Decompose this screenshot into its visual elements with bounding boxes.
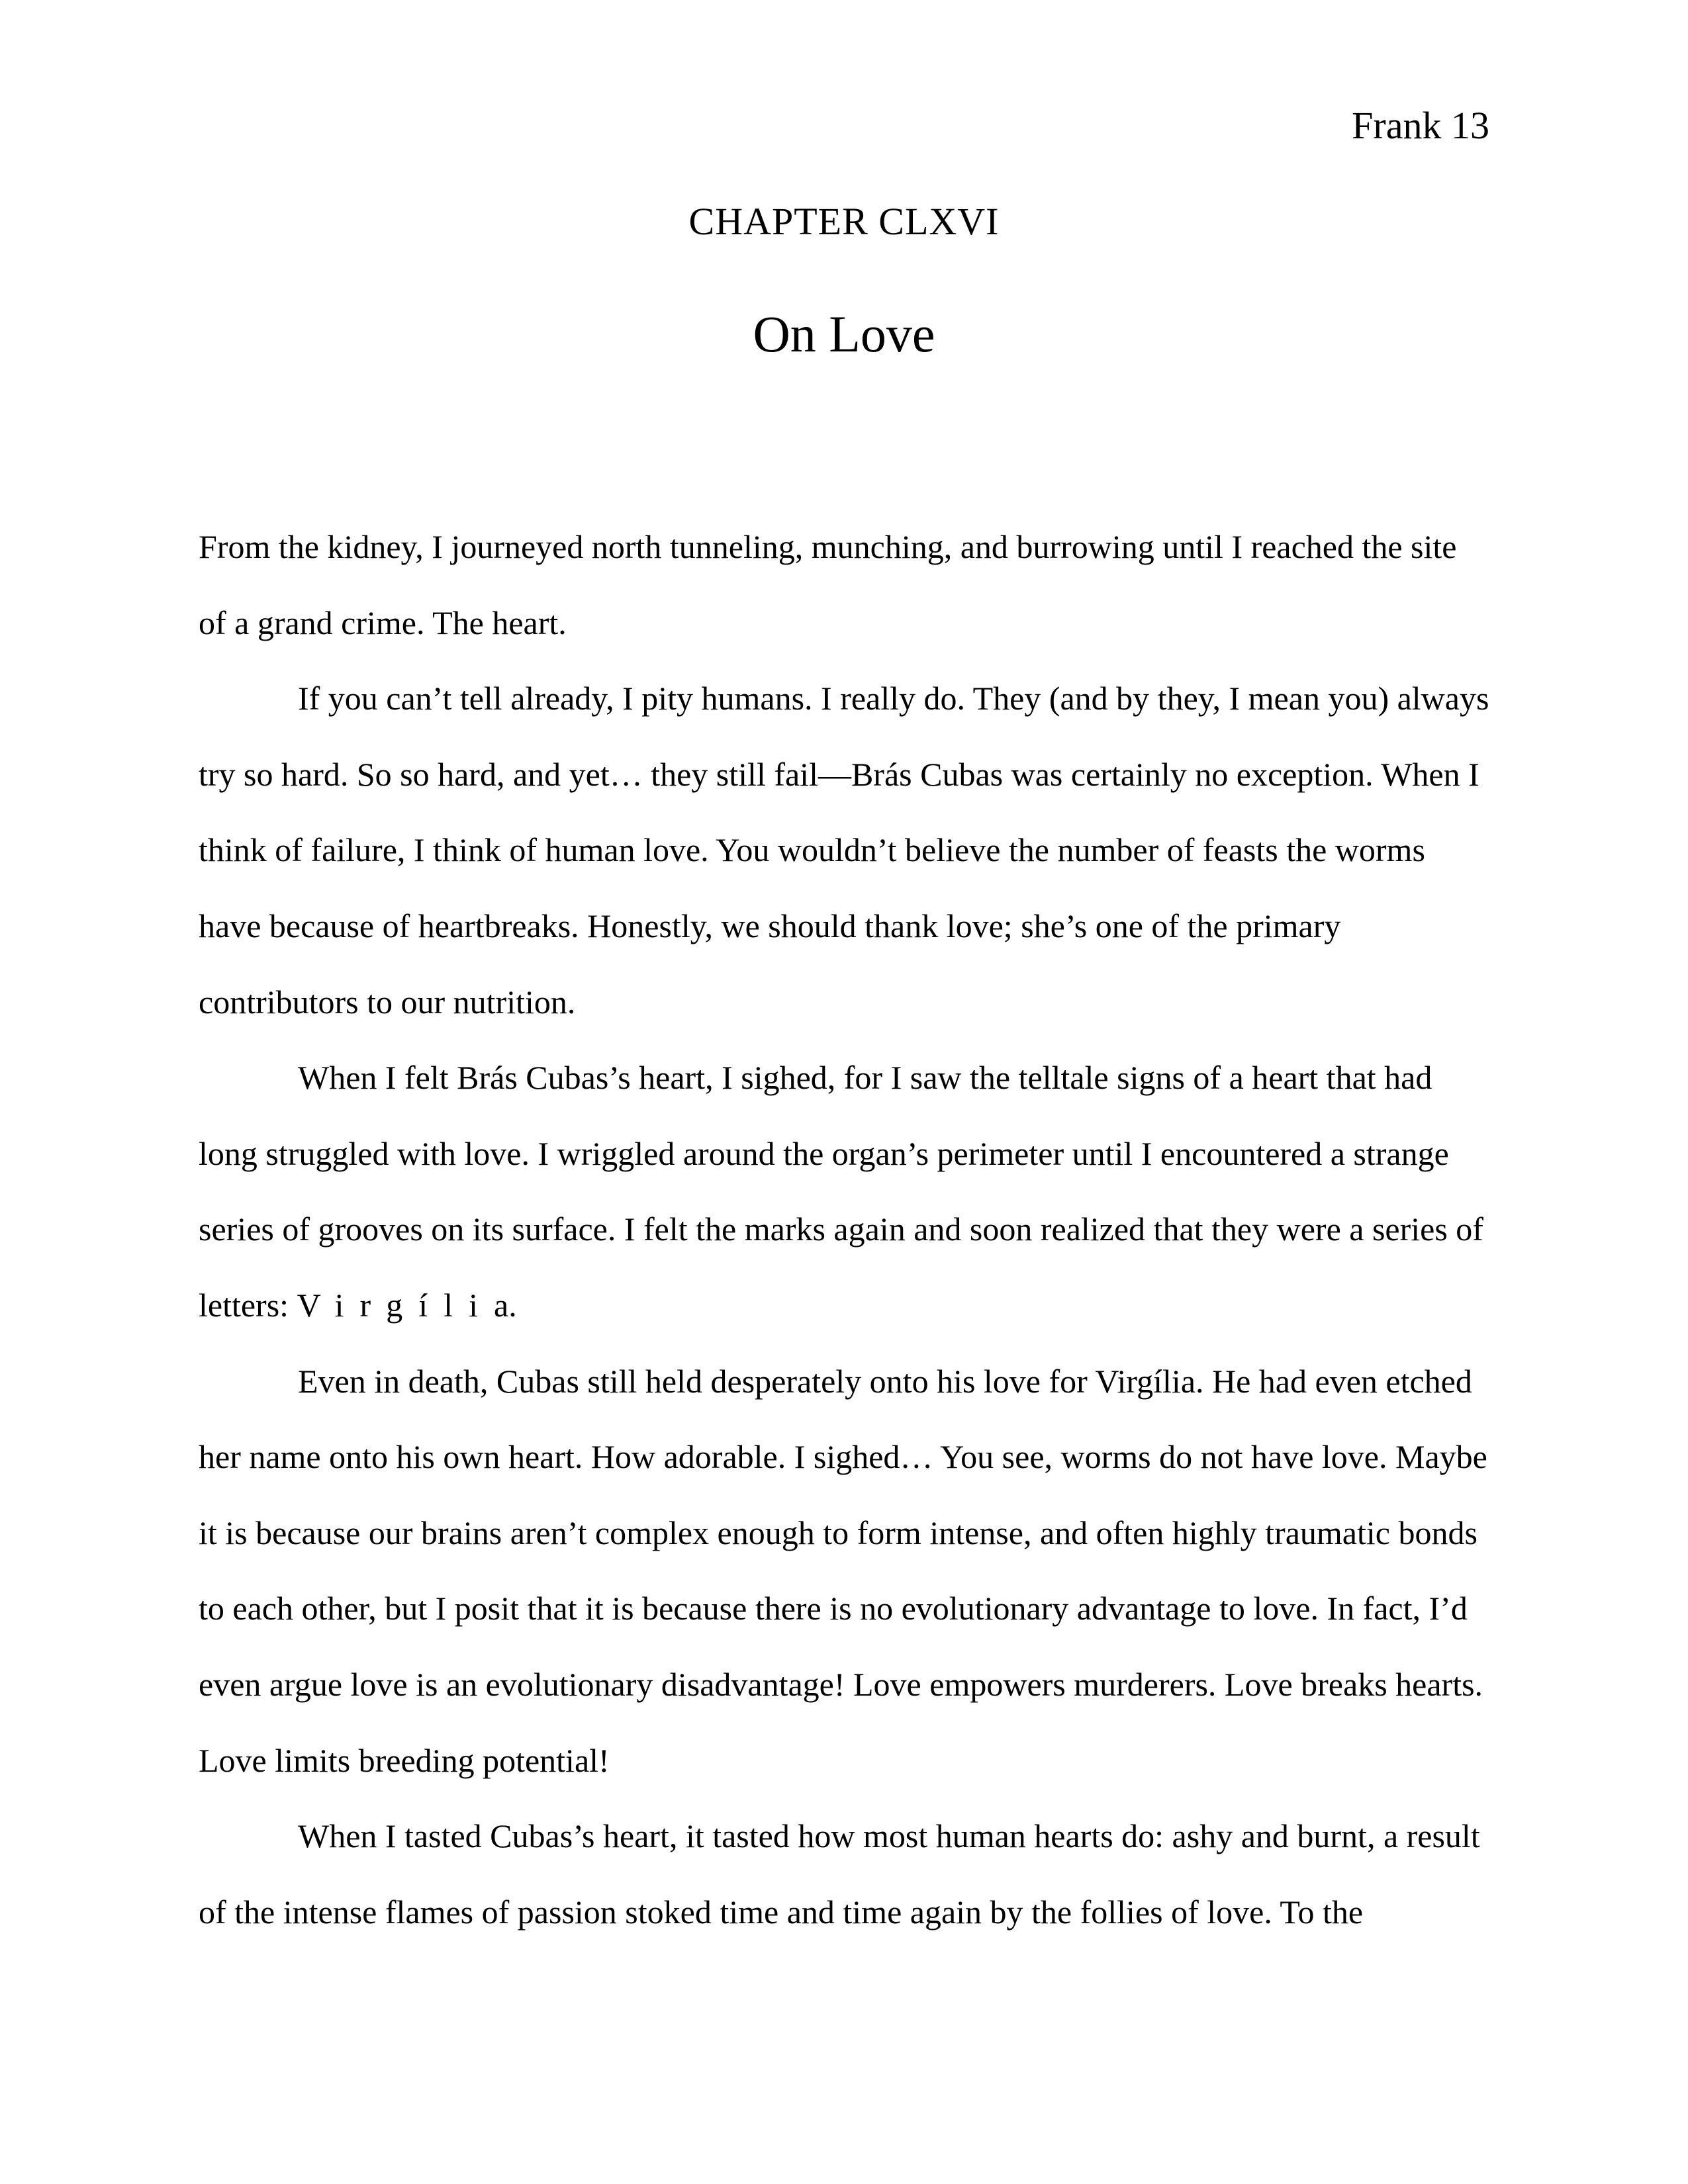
paragraph-3-text: When I felt Brás Cubas’s heart, I sighed, for I saw the telltale signs of a heart that had long struggled with love. I wriggled around the organ’s perimeter until I encountered a strange series of grooves on its surface. I felt the marks again and soon realized that they were a series of letters:	[199, 1059, 1483, 1324]
spaced-name-virgilia: Virgíli	[297, 1286, 494, 1324]
paragraph-2: If you can’t tell already, I pity humans. I really do. They (and by they, I mean you) always try so hard. So so hard, and yet… they still fail—Brás Cubas was certainly no exception. When I think of failure, I think of human love. You wouldn’t believe the number of feasts the worms have because of heartbreaks. Honestly, we should thank love; she’s one of the primary contributors to our nutrition.	[199, 680, 1489, 1021]
chapter-body	[199, 509, 1489, 1950]
paragraph-3	[199, 1040, 1489, 1343]
paragraph-3-end: .	[508, 1286, 517, 1324]
spaced-name-last-letter: a	[493, 1286, 509, 1324]
chapter-number: CHAPTER CLXVI	[688, 200, 1000, 243]
running-head: Frank 13	[1352, 104, 1489, 147]
chapter-title: On Love	[753, 305, 935, 363]
paragraph-5: When I tasted Cubas’s heart, it tasted how most human hearts do: ashy and burnt, a result of the intense flames of passion stoked time and time again by the follies of love. To the	[199, 1817, 1480, 1931]
paragraph-4: Even in death, Cubas still held desperately onto his love for Virgília. He had even etched her name onto his own heart. How adorable. I sighed… You see, worms do not have love. Maybe it is because our brains aren’t complex enough to form intense, and often highly traumatic bonds to each other, but I posit that it is because there is no evolutionary advantage to love. In fact, I’d even argue love is an evolutionary disadvantage! Love empowers murderers. Love breaks hearts. Love limits breeding potential!	[199, 1362, 1487, 1779]
paragraph-1: From the kidney, I journeyed north tunneling, munching, and burrowing until I reached the site of a grand crime. The heart.	[199, 528, 1457, 641]
